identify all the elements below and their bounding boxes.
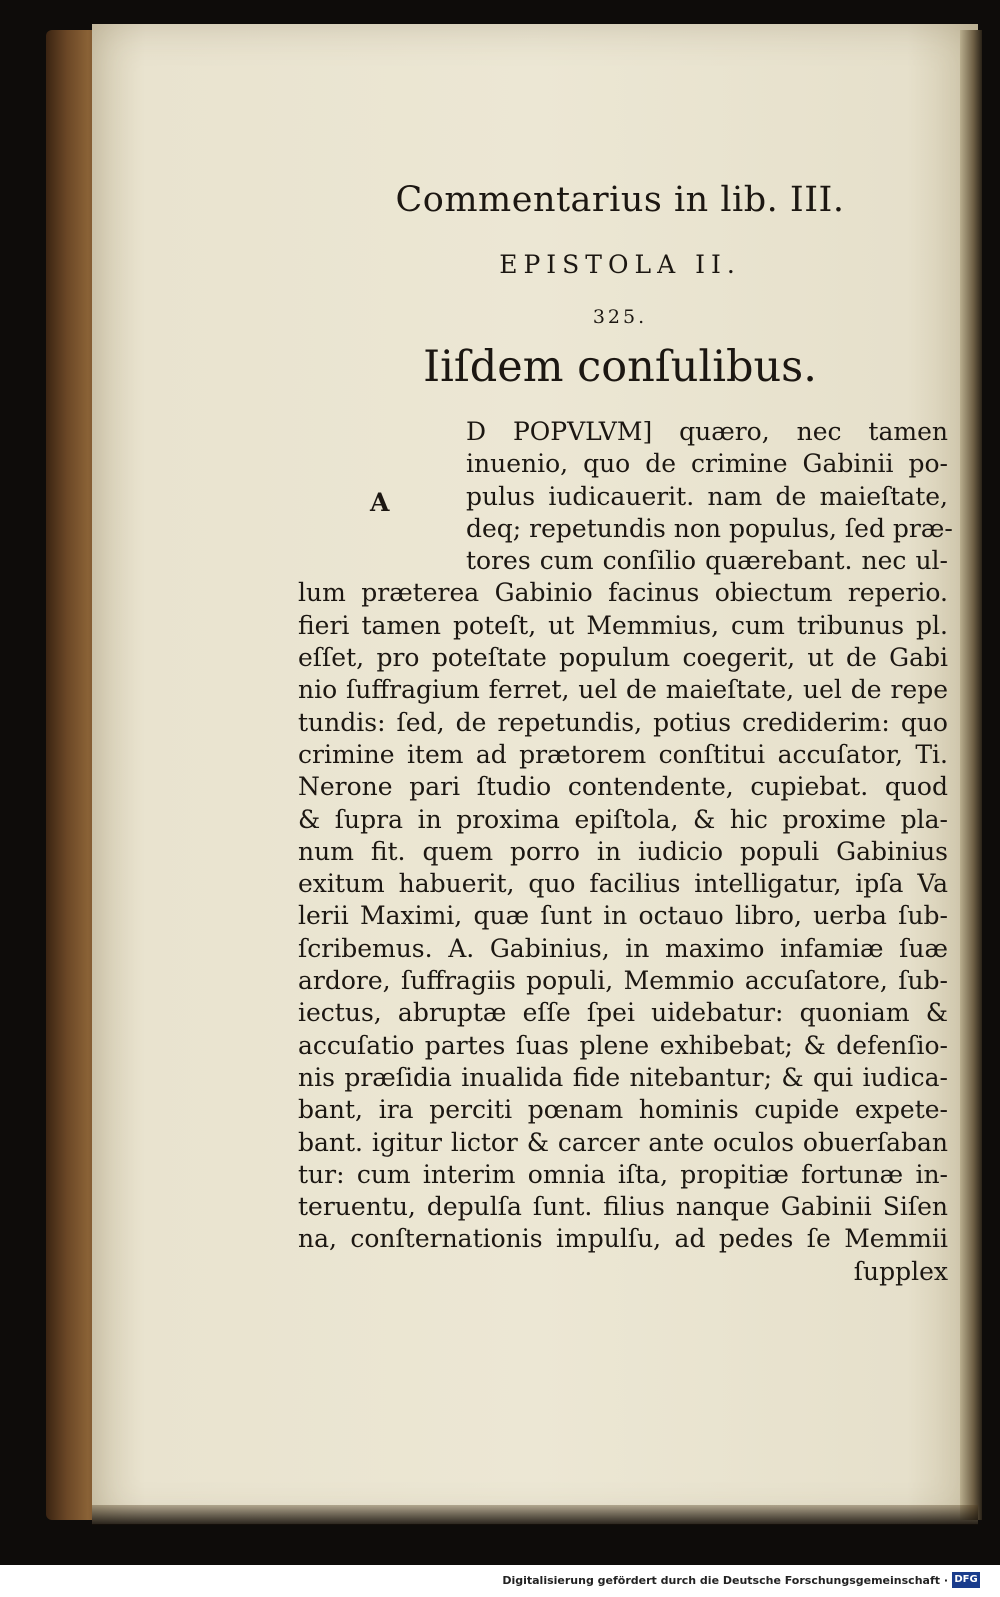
text-line: tur: cum interim omnia iſta, propitiæ fortunæ in- <box>298 1159 948 1189</box>
text-line: Nerone pari ſtudio contendente, cupiebat. quod <box>298 772 948 802</box>
text-line: crimine item ad prætorem conſtitui accuſator, Ti. <box>298 739 948 769</box>
text-line: nio ſuffragium ferret, uel de maieſtate, uel de repe <box>298 675 948 705</box>
dfg-logo: DFG <box>952 1572 980 1588</box>
text-line: ſcribemus. A. Gabinius, in maximo infamiæ ſuæ <box>298 933 948 963</box>
margin-marker: A <box>370 488 390 517</box>
text-line: iectus, abruptæ eſſe ſpei uidebatur: quoniam & <box>298 998 948 1028</box>
text-line: lum præterea Gabinio facinus obiectum reperio. <box>298 578 948 608</box>
text-line: nis præſidia inualida fide nitebantur; & qui iudica- <box>298 1062 948 1092</box>
text-line: eſſet, pro poteſtate populum coegerit, ut de Gabi <box>298 643 948 673</box>
text-line: pulus iudicauerit. nam de maieſtate, <box>466 481 948 511</box>
text-line: teruentu, depulſa ſunt. filius nanque Gabinii Siſen <box>298 1192 948 1222</box>
text-line: bant, ira perciti pœnam hominis cupide expete- <box>298 1095 948 1125</box>
text-line: D POPVLVM] quæro, nec tamen <box>466 417 948 446</box>
page-gutter-shadow <box>960 30 982 1520</box>
text-line: lerii Maximi, quæ ſunt in octauo libro, uerba ſub- <box>298 901 948 931</box>
text-line: na, conſternationis impulſu, ad pedes ſe Memmii <box>298 1224 948 1254</box>
catchword: ſupplex <box>853 1256 948 1286</box>
running-header: Commentarius in lib. III. <box>395 180 845 220</box>
text-line: exitum habuerit, quo facilius intelligatur, ipſa Va <box>298 869 948 899</box>
footer-bar <box>0 1566 1000 1597</box>
section-title: Iiſdem conſulibus. <box>423 342 817 392</box>
text-line: fieri tamen poteſt, ut Memmius, cum tribunus pl. <box>298 610 948 640</box>
text-line: & ſupra in proxima epiſtola, & hic proxime pla- <box>298 804 948 834</box>
section-number: 325. <box>592 306 648 328</box>
text-line: bant. igitur lictor & carcer ante oculos obuerſaban <box>298 1127 948 1157</box>
funding-credit: Digitalisierung gefördert durch die Deutsche Forschungsgemeinschaft · <box>502 1574 948 1587</box>
text-line: tundis: ſed, de repetundis, potius crediderim: quo <box>298 707 948 737</box>
text-line: ardore, ſuffragiis populi, Memmio accuſatore, ſub- <box>298 966 948 996</box>
text-line: deq; repetundis non populus, ſed præ- <box>466 513 953 543</box>
text-line: num fit. quem porro in iudicio populi Gabinius <box>298 836 948 866</box>
body-text <box>298 416 953 1288</box>
page-bottom-shadow <box>92 1505 978 1525</box>
epistola-heading: EPISTOLA II. <box>499 250 741 279</box>
text-line: accuſatio partes ſuas plene exhibebat; & defenſio- <box>298 1030 948 1060</box>
text-line: tores cum conſilio quærebant. nec ul- <box>466 546 948 576</box>
text-line: inuenio, quo de crimine Gabinii po- <box>466 449 948 479</box>
